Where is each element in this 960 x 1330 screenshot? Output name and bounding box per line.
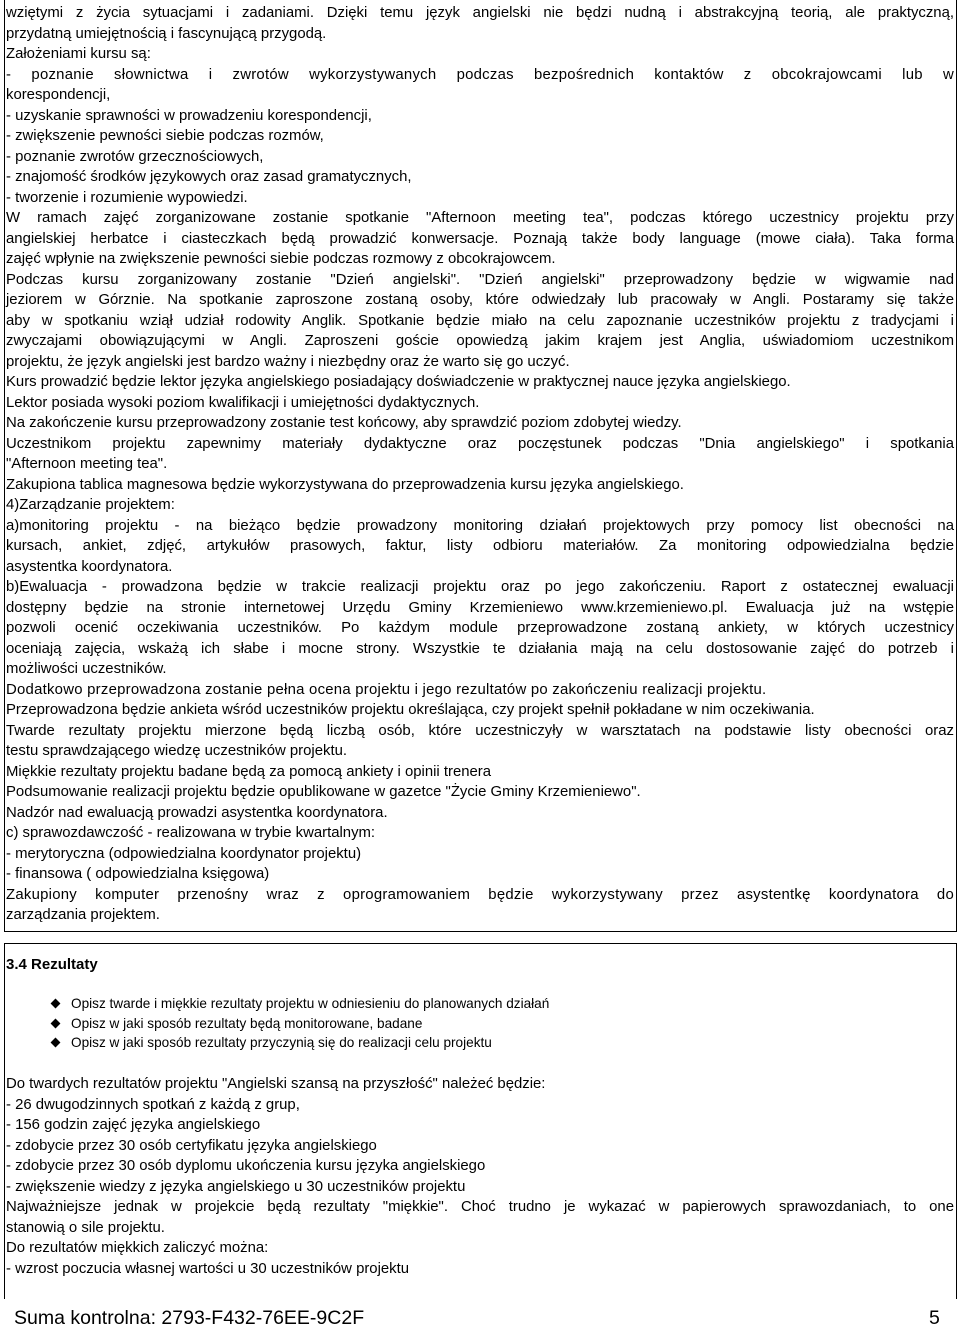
text-line: Przeprowadzona będzie ankieta wśród uczestników projektu określająca, czy projekt spełnił pokładane w nim oczekiwania. — [6, 702, 815, 718]
text-line: zarządzania projektem. — [6, 907, 160, 923]
text-line: - zwiększenie wiedzy z języka angielskiego u 30 uczestników projektu — [6, 1178, 466, 1195]
text-line: kursach, ankiet, zdjęć, artykułów prasowych, faktur, listy odbioru materiałów. Za monitoring odpowiedzialna będzie — [6, 538, 954, 554]
text-line: Założeniami kursu są: — [6, 46, 151, 62]
text-line: a)monitoring projektu - na bieżąco będzie prowadzony monitoring działań projektowych przy pomocy list obecności na — [6, 517, 954, 534]
instruction-list — [52, 994, 549, 1053]
text-line: Miękkie rezultaty projektu badane będą za pomocą ankiety i opinii trenera — [6, 763, 492, 780]
text-line: "Afternoon meeting tea". — [6, 456, 168, 472]
text-line: Na zakończenie kursu przeprowadzony zostanie test końcowy, aby sprawdzić poziom zdobytej wiedzy. — [6, 415, 682, 431]
text-line: zwyczajami obowiązującymi w Angli. Zaproszeni goście opowiedzą jakim krajem jest Anglia, uświadomiom uczestnikom — [6, 333, 954, 349]
checksum-footer: Suma kontrolna: 2793-F432-76EE-9C2F — [14, 1307, 365, 1329]
text-line: pozwoli ocenić oczekiwania uczestników. Po każdym module przeprowadzone zostaną ankiety, w których uczestnicy — [6, 620, 954, 636]
text-line: dostępny będzie na stronie internetowej Urzędu Gminy Krzemieniewo www.krzemieniewo.pl. Ewaluacja już na wstępie — [6, 599, 954, 616]
text-line: Do twardych rezultatów projektu "Angielski szansą na przyszłość" należeć będzie: — [6, 1076, 546, 1092]
text-line: jeziorem w Górznie. Na spotkanie zaproszone zostaną osoby, które odwiedzały lub pracowały w Angli. Postaramy się także — [6, 292, 954, 308]
text-line: Podsumowanie realizacji projektu będzie opublikowane w gazetce "Życie Gminy Krzemieniewo". — [6, 784, 641, 800]
text-line: - zdobycie przez 30 osób certyfikatu języka angielskiego — [6, 1137, 377, 1154]
diamond-bullet-icon — [51, 999, 61, 1009]
text-line: testu sprawdzającego wiedzę uczestników projektu. — [6, 743, 348, 759]
diamond-bullet-icon — [51, 1018, 61, 1028]
text-line: Zakupiona tablica magnesowa będzie wykorzystywana do przeprowadzenia kursu języka angielskiego. — [6, 476, 684, 493]
text-line: W ramach zajęć zorganizowane zostanie spotkanie "Afternoon meeting tea", podczas którego uczestnicy projektu przy — [6, 210, 954, 226]
text-line: - poznanie zwrotów grzecznościowych, — [6, 148, 264, 165]
list-item-label: Opisz w jaki sposób rezultaty będą monitorowane, badane — [71, 1015, 423, 1031]
section-title: 3.4 Rezultaty — [6, 956, 98, 973]
text-line: Uczestnikom projektu zapewnimy materiały dydaktyczne oraz poczęstunek podczas "Dnia angielskiego" i spotkania — [6, 435, 954, 452]
text-line: Nadzór nad ewaluacją prowadzi asystentka koordynatora. — [6, 804, 388, 821]
text-line: Lektor posiada wysoki poziom kwalifikacji i umiejętności dydaktycznych. — [6, 394, 480, 411]
text-line: c) sprawozdawczość - realizowana w trybie kwartalnym: — [6, 825, 376, 841]
text-line: stanowią o sile projektu. — [6, 1219, 165, 1236]
text-line: - 26 dwugodzinnych spotkań z każdą z grup, — [6, 1096, 300, 1113]
text-line: - poznanie słownictwa i zwrotów wykorzystywanych podczas bezpośrednich kontaktów z obcokrajowcami lub w — [6, 66, 954, 83]
text-line: - znajomość środków językowych oraz zasad gramatycznych, — [6, 169, 412, 185]
text-line: - merytoryczna (odpowiedzialna koordynator projektu) — [6, 845, 362, 862]
text-line: Kurs prowadzić będzie lektor języka angielskiego posiadający doświadczenie w praktycznej nauce języka angielskiego. — [6, 374, 791, 390]
body-text — [6, 3, 954, 926]
text-line: - finansowa ( odpowiedzialna księgowa) — [6, 866, 270, 882]
text-line: Do rezultatów miękkich zaliczyć można: — [6, 1240, 269, 1256]
text-line: aby w spotkaniu wziął udział rodowity Anglik. Spotkanie będzie miało na celu zapoznanie uczestników projektu z tradycjami i — [6, 312, 954, 329]
list-item — [52, 1033, 549, 1053]
text-line: Podczas kursu zorganizowany zostanie "Dzień angielski". "Dzień angielski" przeprowadzony będzie w wigwamie nad — [6, 271, 954, 288]
text-line: oceniają zajęcia, wskażą ich słabe i mocne strony. Wszystkie te działania mają na celu dostosowanie zajęć do potrzeb i — [6, 640, 954, 657]
page-number: 5 — [929, 1307, 940, 1329]
text-line: projektu, że język angielski jest bardzo ważny i niezbędny oraz że warto się go uczyć. — [6, 353, 570, 370]
text-line: korespondencji, — [6, 87, 111, 103]
text-line: angielskiej herbatce i ciasteczkach będą prowadzić konwersacje. Poznają także body language (mowe ciała). Taka forma — [6, 230, 954, 247]
diamond-bullet-icon — [51, 1038, 61, 1048]
text-line: Dodatkowo przeprowadzona zostanie pełna ocena projektu i jego rezultatów po zakończeniu realizacji projektu. — [6, 681, 767, 698]
text-line: zajęć wpłynie na zwiększenie pewności siebie podczas rozmowy z obcokrajowcem. — [6, 251, 556, 267]
text-line: 4)Zarządzanie projektem: — [6, 497, 175, 513]
text-line: asystentka koordynatora. — [6, 558, 173, 575]
text-line: możliwości uczestników. — [6, 661, 167, 677]
text-line: Zakupiony komputer przenośny wraz z oprogramowaniem będzie wykorzystywany przez asystentkę koordynatora do — [6, 886, 954, 903]
text-line: - 156 godzin zajęć języka angielskiego — [6, 1117, 261, 1133]
text-line: - zdobycie przez 30 osób dyplomu ukończenia kursu języka angielskiego — [6, 1158, 486, 1174]
text-line: przydatną umiejętnością i fascynującą przygodą. — [6, 25, 327, 42]
text-line: Najważniejsze jednak w projekcie będą rezultaty "miękkie". Choć trudno je wykazać w papierowych sprawozdaniach, to one — [6, 1199, 954, 1215]
text-line: - zwiększenie pewności siebie podczas rozmów, — [6, 128, 324, 144]
list-item — [52, 994, 549, 1014]
text-line: - wzrost poczucia własnej wartości u 30 uczestników projektu — [6, 1260, 410, 1277]
text-line: wziętymi z życia sytuacjami i zadaniami. Dzięki temu język angielski nie będzi nudną i abstrakcyjną teorią, ale praktyczną, — [6, 5, 954, 21]
text-line: - tworzenie i rozumienie wypowiedzi. — [6, 189, 248, 206]
text-line: - uzyskanie sprawności w prowadzeniu korespondencji, — [6, 107, 372, 124]
text-line: b)Ewaluacja - prowadzona będzie w trakcie realizacji projektu oraz po jego zakończeniu. Raport z ostatecznej ewaluacji — [6, 579, 954, 595]
list-item — [52, 1014, 549, 1034]
text-line: Twarde rezultaty projektu mierzone będą liczbą osób, które uczestniczyły w warsztatach na podstawie listy obecności oraz — [6, 722, 954, 739]
list-item-label: Opisz w jaki sposób rezultaty przyczynią się do realizacji celu projektu — [71, 1035, 492, 1050]
results-text — [6, 1074, 954, 1279]
list-item-label: Opisz twarde i miękkie rezultaty projektu w odniesieniu do planowanych działań — [71, 996, 550, 1011]
